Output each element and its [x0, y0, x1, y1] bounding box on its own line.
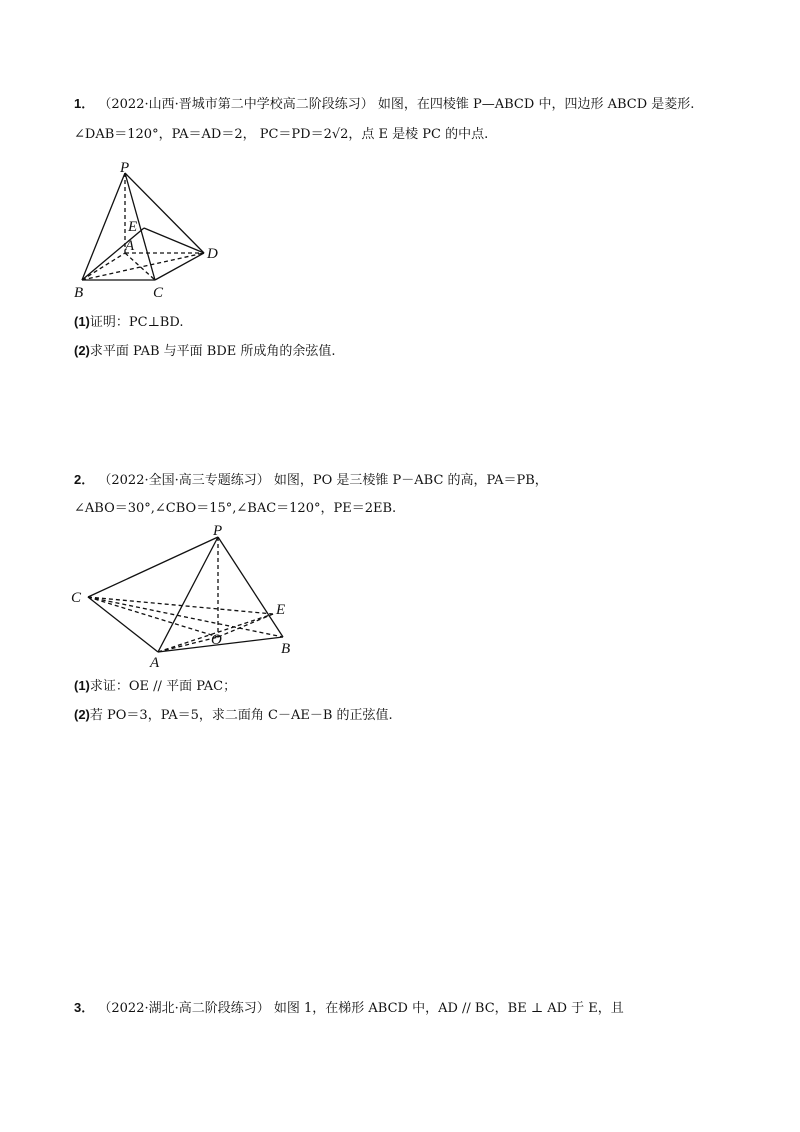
- problem-1-stem-line2: ∠DAB＝120°，PA＝AD＝2， PC＝PD＝2√2，点 E 是棱 PC 的中点.: [74, 127, 489, 142]
- problem-2-part-2: (2)若 PO＝3，PA＝5，求二面角 C－AE－B 的正弦值.: [74, 707, 393, 723]
- fig2-label-p: P: [213, 523, 223, 539]
- fig1-label-c: C: [153, 285, 164, 301]
- problem-3-source: （2022·湖北·高二阶段练习）: [98, 1001, 270, 1016]
- problem-1-part-2: (2)求平面 PAB 与平面 BDE 所成角的余弦值.: [74, 343, 336, 359]
- problem-2-number: 2．: [74, 472, 95, 487]
- problem-1-figure: [70, 158, 230, 303]
- problem-3-number: 3．: [74, 1000, 95, 1015]
- problem-2-figure: [68, 522, 308, 672]
- fig1-label-e: E: [128, 219, 138, 235]
- problem-1-source: （2022·山西·晋城市第二中学校高二阶段练习）: [98, 97, 374, 112]
- fig2-label-o: O: [211, 632, 222, 648]
- problem-2-stem-line1: 如图，PO 是三棱锥 P－ABC 的高，PA＝PB，: [273, 473, 548, 488]
- problem-2-header: [74, 471, 548, 490]
- problem-1-part-1: (1)证明：PC⊥BD.: [74, 314, 184, 330]
- problem-3-stem-line1: 如图 1，在梯形 ABCD 中，AD // BC，BE ⊥ AD 于 E，且: [273, 1001, 624, 1016]
- fig1-label-d: D: [207, 246, 218, 262]
- problem-1-number: 1．: [74, 96, 95, 111]
- fig2-label-a: A: [150, 655, 160, 671]
- problem-2-source: （2022·全国·高三专题练习）: [98, 473, 270, 488]
- fig1-label-p: P: [120, 160, 130, 176]
- fig2-label-b: B: [281, 641, 291, 657]
- fig2-label-e: E: [276, 602, 286, 618]
- problem-3-header: [74, 999, 624, 1018]
- fig1-label-b: B: [74, 285, 84, 301]
- problem-1-header: [74, 95, 694, 114]
- problem-2-stem-line2: ∠ABO＝30°,∠CBO＝15°,∠BAC＝120°，PE＝2EB.: [74, 501, 397, 516]
- problem-1-stem-line1: 如图，在四棱锥 P—ABCD 中，四边形 ABCD 是菱形.: [377, 97, 695, 112]
- fig1-label-a: A: [125, 238, 135, 254]
- problem-2-part-1: (1)求证：OE // 平面 PAC；: [74, 678, 237, 694]
- fig2-label-c: C: [71, 590, 82, 606]
